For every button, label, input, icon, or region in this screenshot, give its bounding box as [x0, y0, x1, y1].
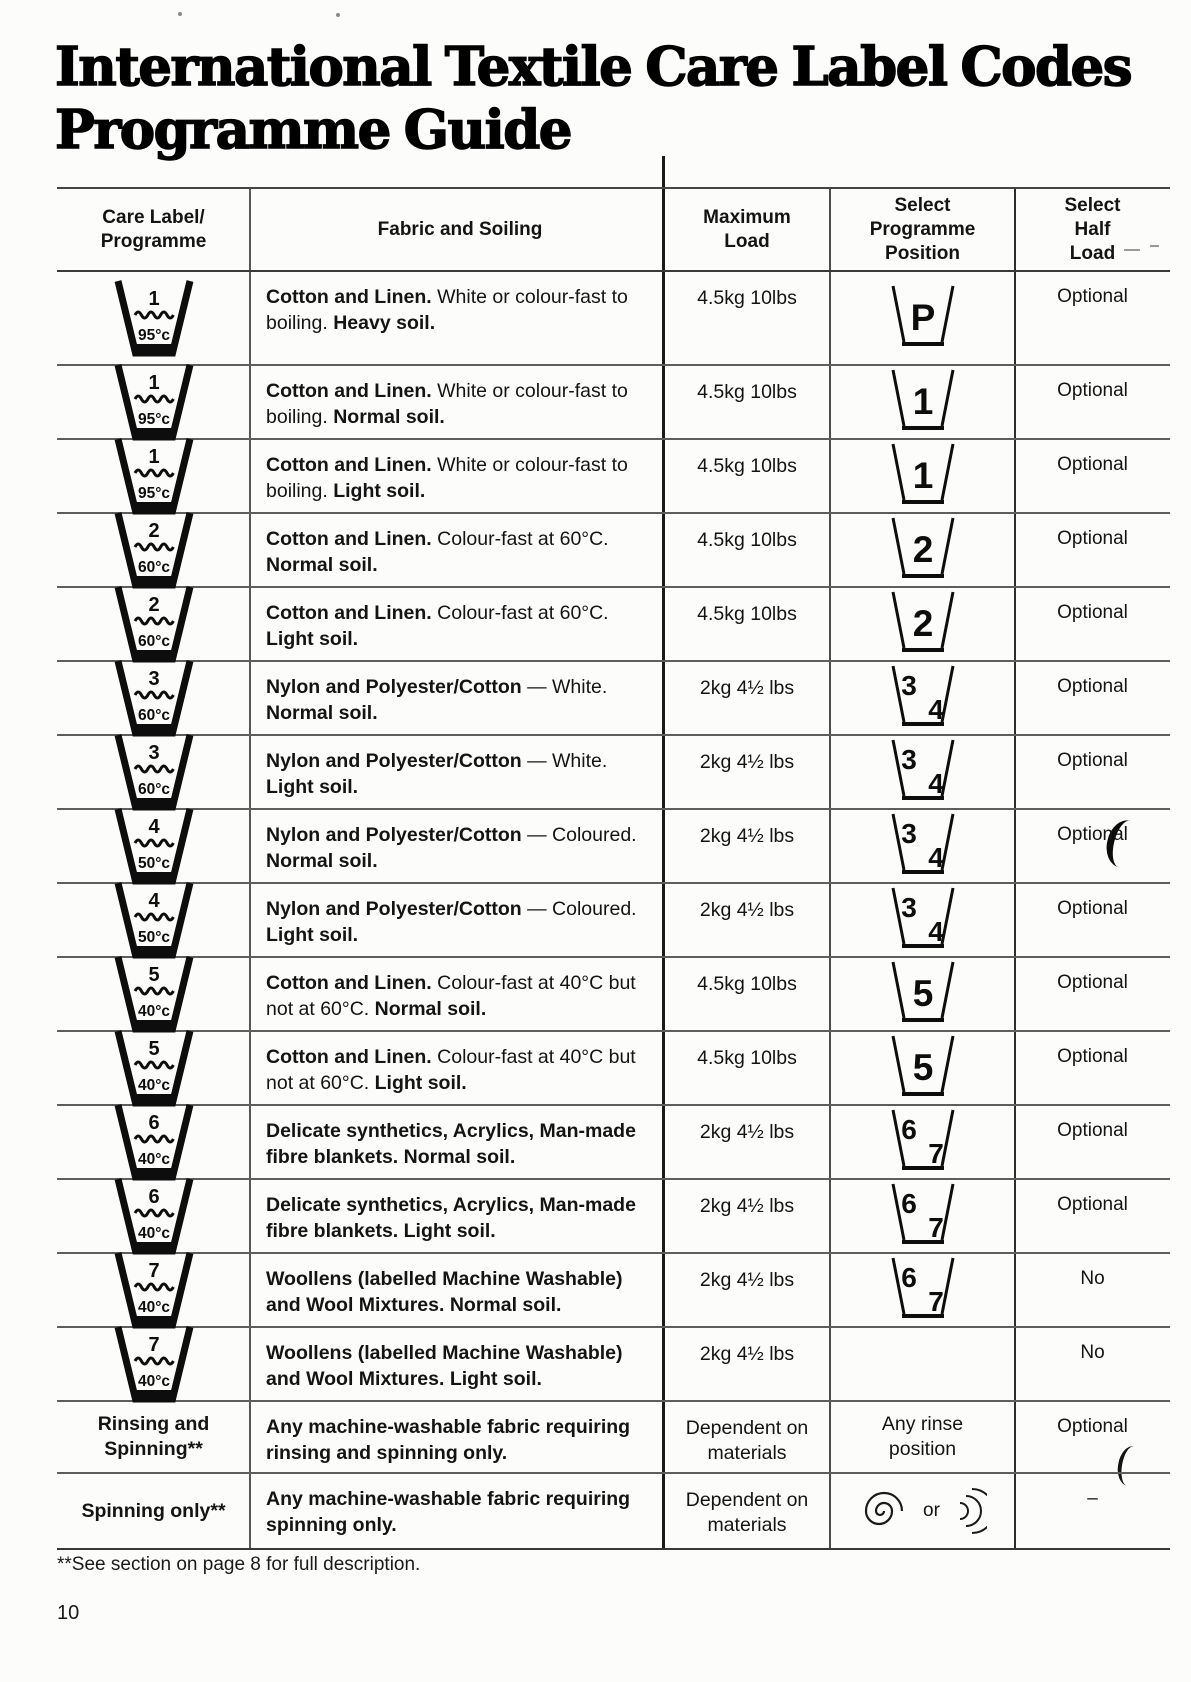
programme-dial-tub-icon — [878, 1255, 968, 1325]
header-line: Select — [894, 194, 951, 216]
fabric-text-segment: — White. — [527, 676, 608, 698]
header-line: Position — [885, 242, 960, 264]
tub-programme-number: 1 — [147, 288, 160, 310]
programme-position-cell — [830, 810, 1015, 882]
header-line: Load — [724, 230, 770, 252]
programme-position-cell — [830, 884, 1015, 956]
maximum-load-cell: 4.5kg 10lbs — [697, 287, 797, 309]
programme-dial-tub-icon — [878, 811, 968, 881]
fabric-soiling-cell — [250, 366, 664, 438]
maximum-load-cell: 4.5kg 10lbs — [697, 603, 797, 625]
dial-position-label: 4 — [927, 768, 944, 799]
half-load-cell: – — [1087, 1488, 1098, 1509]
programme-position-text: Any rinse position — [881, 1413, 964, 1460]
maximum-load-cell: 2kg 4½ lbs — [699, 677, 795, 699]
tub-programme-number: 5 — [147, 1038, 160, 1060]
fabric-text-segment: Cotton and Linen. — [266, 528, 438, 550]
tub-temperature: 95°c — [137, 485, 170, 502]
page-number: 10 — [57, 1602, 80, 1624]
care-label-cell — [57, 1032, 250, 1104]
footnote: **See section on page 8 for full description. — [57, 1554, 421, 1575]
programme-position-cell — [830, 514, 1015, 586]
fabric-soiling-cell — [250, 588, 664, 660]
fabric-text-segment: Normal soil. — [266, 554, 378, 576]
fabric-text-segment: Normal soil. — [403, 1146, 516, 1168]
fabric-text-segment: — White. — [527, 750, 608, 772]
dial-position-label: 3 — [900, 670, 917, 701]
header-line: Fabric and Soiling — [377, 218, 543, 240]
dial-position-label: 4 — [927, 694, 944, 725]
tub-temperature: 40°c — [137, 1151, 170, 1168]
tub-programme-number: 7 — [147, 1260, 160, 1282]
table-row — [57, 734, 1170, 808]
care-label-cell — [57, 514, 250, 586]
maximum-load-cell: 4.5kg 10lbs — [697, 455, 797, 477]
dial-position-label: 1 — [912, 455, 933, 496]
fabric-text-segment: Colour-fast at 60°C. — [437, 602, 609, 624]
table-header-row — [57, 187, 1170, 270]
fabric-soiling-cell — [250, 1328, 664, 1400]
half-load-cell: Optional — [1057, 454, 1128, 475]
tub-programme-number: 4 — [147, 890, 160, 912]
fabric-soiling-cell — [250, 1254, 664, 1326]
programme-position-cell — [830, 1254, 1015, 1326]
tub-programme-number: 6 — [147, 1112, 160, 1134]
fabric-soiling-cell — [250, 1032, 664, 1104]
tub-temperature: 50°c — [137, 855, 170, 872]
header-care-label — [57, 189, 250, 270]
care-label-cell — [57, 958, 250, 1030]
fabric-text-segment: Light soil. — [374, 1072, 467, 1094]
care-label-tub-icon — [108, 1027, 200, 1109]
care-label-tub-icon — [108, 435, 200, 517]
care-label-tub-icon — [108, 361, 200, 443]
fabric-text-segment: Light soil. — [333, 480, 426, 502]
table-row — [57, 1178, 1170, 1252]
table-row — [57, 808, 1170, 882]
dial-position-label: 4 — [927, 916, 944, 947]
care-label-tub-icon — [108, 509, 200, 591]
table-row — [57, 270, 1170, 364]
table-row — [57, 956, 1170, 1030]
programme-position-cell — [830, 1032, 1015, 1104]
table-row — [57, 586, 1170, 660]
programme-position-cell — [830, 736, 1015, 808]
fabric-text-segment: Nylon and Polyester/Cotton — [266, 898, 528, 920]
care-label-cell — [57, 272, 250, 364]
programme-position-cell — [830, 1180, 1015, 1252]
care-label-cell — [57, 1328, 250, 1400]
fabric-text-segment: Normal soil. — [266, 850, 378, 872]
care-label-cell — [57, 884, 250, 956]
tub-programme-number: 1 — [147, 372, 160, 394]
maximum-load-cell: 2kg 4½ lbs — [699, 1195, 795, 1217]
care-label-tub-icon — [108, 1101, 200, 1183]
fabric-text-segment: Normal soil. — [374, 998, 487, 1020]
table-row — [57, 1472, 1170, 1548]
care-label-cell — [57, 1254, 250, 1326]
dial-position-label: 5 — [912, 1047, 933, 1088]
dial-position-label: 2 — [912, 603, 933, 644]
care-label-cell — [57, 1474, 250, 1548]
fabric-soiling-cell — [250, 736, 664, 808]
fabric-text-segment: Woollens (labelled Machine Washable) and Wool Mixtures. — [266, 1342, 623, 1390]
half-load-cell: Optional — [1057, 286, 1128, 307]
programme-position-cell — [830, 662, 1015, 734]
fabric-soiling-cell — [250, 1474, 664, 1548]
programme-position-cell — [830, 1106, 1015, 1178]
care-label-tub-icon — [108, 1249, 200, 1331]
maximum-load-cell: 4.5kg 10lbs — [697, 381, 797, 403]
table-row — [57, 882, 1170, 956]
table-row — [57, 364, 1170, 438]
tub-programme-number: 3 — [147, 742, 160, 764]
fabric-text-segment: Any machine-washable fabric requiring spinning only. — [266, 1488, 631, 1536]
tub-temperature: 50°c — [137, 929, 170, 946]
half-load-cell: Optional — [1057, 1120, 1128, 1141]
tub-temperature: 60°c — [137, 707, 170, 724]
fabric-text-segment: Colour-fast at 60°C. — [437, 528, 609, 550]
care-label-tub-icon — [108, 1323, 200, 1405]
half-load-cell: No — [1080, 1342, 1105, 1363]
care-label-tub-icon — [108, 879, 200, 961]
half-load-cell: Optional — [1057, 824, 1128, 845]
dial-position-label: 7 — [927, 1286, 944, 1317]
fabric-soiling-cell — [250, 1402, 664, 1472]
programme-position-cell — [830, 272, 1015, 364]
programme-guide-table — [57, 187, 1170, 1550]
maximum-load-cell: 2kg 4½ lbs — [699, 899, 795, 921]
fabric-soiling-cell — [250, 1106, 664, 1178]
care-label-cell — [57, 1402, 250, 1472]
fabric-text-segment: Normal soil. — [449, 1294, 562, 1316]
dial-position-label: 7 — [927, 1212, 944, 1243]
fabric-text-segment: Light soil. — [449, 1368, 542, 1390]
care-label-tub-icon — [108, 731, 200, 813]
care-label-tub-icon — [108, 583, 200, 665]
care-label-cell — [57, 1106, 250, 1178]
programme-dial-tub-icon — [878, 1033, 968, 1103]
maximum-load-cell: 2kg 4½ lbs — [699, 1343, 795, 1365]
care-label-tub-icon — [108, 277, 200, 359]
fabric-text-segment: Delicate synthetics, Acrylics, Man-made fibre blankets. — [266, 1194, 636, 1242]
header-maximum-load — [664, 189, 830, 270]
dial-position-label: 1 — [912, 381, 933, 422]
care-label-cell — [57, 810, 250, 882]
fabric-text-segment: Cotton and Linen. — [266, 1046, 438, 1068]
tub-programme-number: 3 — [147, 668, 160, 690]
dial-position-label: 6 — [900, 1188, 917, 1219]
fabric-text-segment: White or colour-fast to boiling. — [266, 454, 628, 502]
fabric-text-segment: Normal soil. — [333, 406, 445, 428]
care-label-cell — [57, 366, 250, 438]
programme-position-cell — [830, 1474, 1015, 1548]
tub-temperature: 40°c — [137, 1373, 170, 1390]
programme-position-cell — [830, 1328, 1015, 1400]
scan-artifact-dot — [336, 13, 340, 17]
fabric-text-segment: Any machine-washable fabric requiring rinsing and spinning only. — [266, 1416, 631, 1464]
tub-programme-number: 4 — [147, 816, 160, 838]
header-line: Half — [1074, 218, 1111, 240]
fabric-text-segment: — Coloured. — [527, 898, 637, 920]
care-label-cell — [57, 440, 250, 512]
programme-dial-tub-icon — [878, 283, 968, 353]
programme-dial-tub-icon — [878, 589, 968, 659]
tub-temperature: 60°c — [137, 781, 170, 798]
half-load-cell: No — [1080, 1268, 1105, 1289]
header-line: Maximum — [703, 206, 791, 228]
maximum-load-cell: 2kg 4½ lbs — [699, 751, 795, 773]
tub-temperature: 95°c — [137, 411, 170, 428]
maximum-load-cell: 2kg 4½ lbs — [699, 1121, 795, 1143]
fabric-soiling-cell — [250, 440, 664, 512]
page-title-line2: Programme Guide — [55, 99, 571, 161]
tub-temperature: 40°c — [137, 1003, 170, 1020]
tub-programme-number: 7 — [147, 1334, 160, 1356]
dial-position-label: 6 — [900, 1114, 917, 1145]
fabric-text-segment: Delicate synthetics, Acrylics, Man-made fibre blankets. — [266, 1120, 636, 1168]
maximum-load-cell: Dependent on materials — [685, 1417, 809, 1464]
header-line: Care Label/ — [102, 206, 205, 228]
programme-dial-tub-icon — [878, 367, 968, 437]
care-label-tub-icon — [108, 1175, 200, 1257]
fabric-soiling-cell — [250, 272, 664, 364]
half-load-cell: Optional — [1057, 750, 1128, 771]
fabric-text-segment: Normal soil. — [266, 702, 378, 724]
fabric-text-segment: Heavy soil. — [333, 312, 436, 334]
table-row — [57, 1252, 1170, 1326]
fabric-text-segment: Nylon and Polyester/Cotton — [266, 676, 528, 698]
dial-position-label: 3 — [900, 818, 917, 849]
dial-position-label: 3 — [900, 892, 917, 923]
table-row — [57, 1030, 1170, 1104]
care-label-tub-icon — [108, 805, 200, 887]
header-line: Load — [1069, 242, 1116, 264]
programme-position-cell — [830, 440, 1015, 512]
fabric-text-segment: Cotton and Linen. — [266, 972, 438, 994]
fabric-soiling-cell — [250, 662, 664, 734]
fabric-text-segment: White or colour-fast to boiling. — [266, 380, 628, 428]
tub-programme-number: 2 — [147, 520, 160, 542]
tub-programme-number: 2 — [147, 594, 160, 616]
tub-temperature: 40°c — [137, 1225, 170, 1242]
header-select-half-load — [1015, 189, 1170, 270]
fabric-text-segment: Cotton and Linen. — [266, 380, 438, 402]
programme-position-cell — [830, 958, 1015, 1030]
fabric-text-segment: — Coloured. — [527, 824, 637, 846]
maximum-load-cell: 4.5kg 10lbs — [697, 973, 797, 995]
fabric-text-segment: Cotton and Linen. — [266, 454, 438, 476]
programme-dial-tub-icon — [878, 663, 968, 733]
care-label-cell — [57, 1180, 250, 1252]
care-label-tub-icon — [108, 953, 200, 1035]
programme-dial-tub-icon — [878, 1181, 968, 1251]
dial-position-label: 2 — [912, 529, 933, 570]
tub-temperature: 60°c — [137, 559, 170, 576]
programme-position-cell — [830, 1402, 1015, 1472]
dial-position-label: 5 — [912, 973, 933, 1014]
programme-dial-tub-icon — [878, 737, 968, 807]
tub-programme-number: 1 — [147, 446, 160, 468]
fabric-soiling-cell — [250, 884, 664, 956]
rinse-arcs-icon — [953, 1483, 987, 1539]
programme-dial-tub-icon — [878, 885, 968, 955]
dial-position-label: 6 — [900, 1262, 917, 1293]
half-load-cell: Optional — [1057, 528, 1128, 549]
programme-dial-tub-icon — [878, 515, 968, 585]
header-line: Select — [1064, 194, 1121, 216]
tub-temperature: 40°c — [137, 1077, 170, 1094]
care-label-text: Rinsing and Spinning** — [97, 1413, 210, 1460]
half-load-cell: Optional — [1057, 602, 1128, 623]
table-row — [57, 1400, 1170, 1472]
tub-temperature: 60°c — [137, 633, 170, 650]
half-load-cell: Optional — [1057, 1194, 1128, 1215]
header-fabric-soiling — [250, 189, 664, 270]
table-row — [57, 438, 1170, 512]
fabric-text-segment: Colour-fast at 40°C but not at 60°C. — [266, 972, 636, 1020]
fabric-text-segment: Cotton and Linen. — [266, 602, 438, 624]
page-title — [55, 36, 1131, 162]
fabric-text-segment: Cotton and Linen. — [266, 286, 438, 308]
fabric-text-segment: Light soil. — [266, 628, 359, 650]
fabric-text-segment: Colour-fast at 40°C but not at 60°C. — [266, 1046, 636, 1094]
fabric-text-segment: Light soil. — [266, 776, 359, 798]
or-label: or — [923, 1500, 940, 1521]
fabric-text-segment: Light soil. — [266, 924, 359, 946]
header-select-programme-position — [830, 189, 1015, 270]
dial-position-label: 3 — [900, 744, 917, 775]
maximum-load-cell: 2kg 4½ lbs — [699, 825, 795, 847]
fabric-soiling-cell — [250, 958, 664, 1030]
dial-position-label: 4 — [927, 842, 944, 873]
half-load-cell: Optional — [1057, 1416, 1128, 1437]
fabric-text-segment: Nylon and Polyester/Cotton — [266, 750, 528, 772]
half-load-cell: Optional — [1057, 972, 1128, 993]
fabric-text-segment: White or colour-fast to boiling. — [266, 286, 628, 334]
fabric-text-segment: Nylon and Polyester/Cotton — [266, 824, 528, 846]
care-label-text: Spinning only** — [81, 1499, 226, 1522]
programme-dial-tub-icon — [878, 441, 968, 511]
tub-programme-number: 5 — [147, 964, 160, 986]
maximum-load-cell: Dependent on materials — [685, 1489, 809, 1536]
fabric-text-segment: Light soil. — [403, 1220, 496, 1242]
spin-spiral-icon — [858, 1485, 910, 1537]
fabric-soiling-cell — [250, 1180, 664, 1252]
care-label-tub-icon — [108, 657, 200, 739]
programme-position-cell — [830, 366, 1015, 438]
care-label-cell — [57, 736, 250, 808]
half-load-cell: Optional — [1057, 380, 1128, 401]
header-line: Programme — [869, 218, 976, 240]
dial-position-label: P — [910, 297, 935, 338]
fabric-text-segment: Woollens (labelled Machine Washable) and Wool Mixtures. — [266, 1268, 623, 1316]
half-load-cell: Optional — [1057, 1046, 1128, 1067]
maximum-load-cell: 4.5kg 10lbs — [697, 529, 797, 551]
page-title-line1: International Textile Care Label Codes — [55, 36, 1132, 98]
programme-position-cell — [830, 588, 1015, 660]
header-line: Programme — [100, 230, 207, 252]
fabric-soiling-cell — [250, 514, 664, 586]
tub-temperature: 95°c — [137, 327, 170, 344]
dial-position-label: 7 — [927, 1138, 944, 1169]
scan-artifact-dot — [178, 12, 182, 16]
table-row — [57, 1326, 1170, 1400]
table-row — [57, 512, 1170, 586]
tub-temperature: 40°c — [137, 1299, 170, 1316]
care-label-cell — [57, 662, 250, 734]
programme-dial-tub-icon — [878, 1107, 968, 1177]
fabric-soiling-cell — [250, 810, 664, 882]
programme-dial-tub-icon — [878, 959, 968, 1029]
maximum-load-cell: 4.5kg 10lbs — [697, 1047, 797, 1069]
care-label-cell — [57, 588, 250, 660]
table-row — [57, 660, 1170, 734]
maximum-load-cell: 2kg 4½ lbs — [699, 1269, 795, 1291]
table-row — [57, 1104, 1170, 1178]
half-load-cell: Optional — [1057, 676, 1128, 697]
half-load-cell: Optional — [1057, 898, 1128, 919]
tub-programme-number: 6 — [147, 1186, 160, 1208]
